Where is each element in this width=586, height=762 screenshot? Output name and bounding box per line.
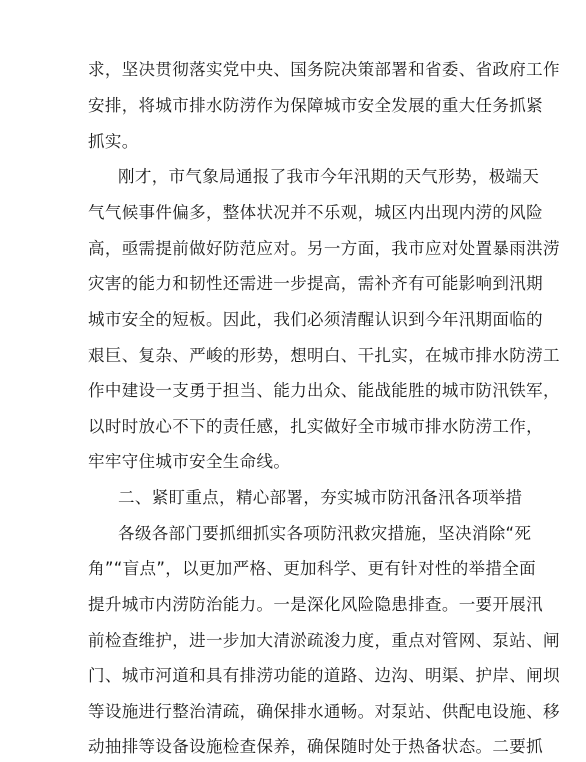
text-line: 抓实。: [88, 132, 139, 151]
text-line: 各级各部门要抓细抓实各项防汛救灾措施，坚决消除“死: [118, 524, 532, 543]
text-line: 牢牢守住城市安全生命线。: [88, 452, 291, 471]
text-line: 作中建设一支勇于担当、能力出众、能战能胜的城市防汛铁军，: [88, 381, 560, 400]
text-line: 气气候事件偏多，整体状况并不乐观，城区内出现内涝的风险: [88, 203, 543, 222]
text-line: 门、城市河道和具有排涝功能的道路、边沟、明渠、护岸、闸坝: [88, 666, 560, 685]
text-line: 艰巨、复杂、严峻的形势，想明白、干扎实，在城市排水防涝工: [88, 346, 560, 365]
text-line: 安排，将城市排水防涝作为保障城市安全发展的重大任务抓紧: [88, 96, 543, 115]
text-line: 动抽排等设备设施检查保养，确保随时处于热备状态。二要抓: [88, 737, 543, 756]
text-line: 角”“盲点”，以更加严格、更加科学、更有针对性的举措全面: [88, 559, 536, 578]
text-line: 提升城市内涝防治能力。一是深化风险隐患排查。一要开展汛: [88, 595, 543, 614]
section-heading: 二、紧盯重点，精心部署，夯实城市防汛备汛各项举措: [118, 488, 523, 507]
text-line: 灾害的能力和韧性还需进一步提高，需补齐有可能影响到汛期: [88, 274, 543, 293]
text-line: 求，坚决贯彻落实党中央、国务院决策部署和省委、省政府工作: [88, 60, 560, 79]
text-line: 以时时放心不下的责任感，扎实做好全市城市排水防涝工作，: [88, 417, 543, 436]
text-line: 城市安全的短板。因此，我们必须清醒认识到今年汛期面临的: [88, 310, 543, 329]
text-line: 刚才，市气象局通报了我市今年汛期的天气形势，极端天: [118, 167, 540, 186]
text-line: 前检查维护，进一步加大清淤疏浚力度，重点对管网、泵站、闸: [88, 631, 560, 650]
text-line: 等设施进行整治清疏，确保排水通畅。对泵站、供配电设施、移: [88, 702, 560, 721]
text-line: 高，亟需提前做好防范应对。另一方面，我市应对处置暴雨洪涝: [88, 239, 560, 258]
